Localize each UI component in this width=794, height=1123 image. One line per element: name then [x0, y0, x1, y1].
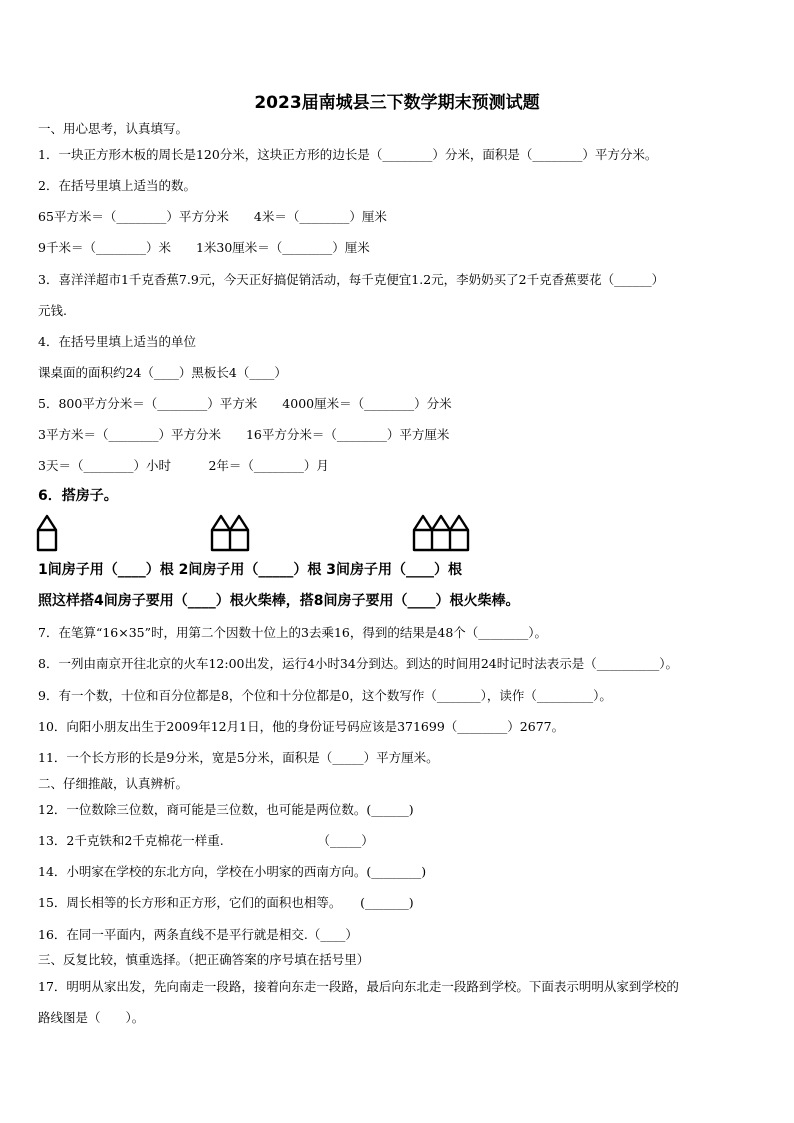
question-3: 3．喜洋洋超市1千克香蕉7.9元，今天正好搞促销活动，每千克便宜1.2元，李奶奶买了2千克香蕉要花（______） — [38, 272, 665, 287]
section-1-heading: 一、用心思考，认真填写。 — [38, 121, 189, 136]
question-7: 7．在笔算“16×35”时，用第二个因数十位上的3去乘16，得到的结果是48个（________）。 — [38, 625, 548, 640]
question-14: 14．小明家在学校的东北方向，学校在小明家的西南方向。(________) — [38, 864, 427, 879]
question-17: 17．明明从家出发，先向南走一段路，接着向东走一段路，最后向东北走一段路到学校。下面表示明明从家到学校的 — [38, 979, 679, 994]
section-3-heading: 三、反复比较，慎重选择。（把正确答案的序号填在括号里） — [38, 952, 370, 967]
question-2-row-2: 9千米＝（________）米 1米30厘米＝（________）厘米 — [38, 240, 370, 255]
question-16: 16．在同一平面内，两条直线不是平行就是相交.（____） — [38, 927, 358, 942]
question-5: 5．800平方分米＝（________）平方米 4000厘米＝（________）分米 — [38, 396, 452, 411]
section-2-heading: 二、仔细推敲，认真辨析。 — [38, 776, 189, 791]
house-3-icon — [414, 516, 468, 550]
question-6-row-1: 1间房子用（____）根 2间房子用（_____）根 3间房子用（____）根 — [38, 562, 462, 578]
question-17-cont: 路线图是（ ）。 — [38, 1010, 145, 1025]
question-13: 13．2千克铁和2千克棉花一样重. （_____） — [38, 833, 374, 848]
question-4: 4．在括号里填上适当的单位 — [38, 334, 196, 349]
house-1-icon — [38, 516, 56, 550]
question-4-row: 课桌面的面积约24（____）黑板长4（____） — [38, 365, 287, 380]
question-11: 11．一个长方形的长是9分米，宽是5分米，面积是（_____）平方厘米。 — [38, 750, 439, 765]
question-2-row-1: 65平方米＝（________）平方分米 4米＝（________）厘米 — [38, 209, 387, 224]
question-1: 1．一块正方形木板的周长是120分米，这块正方形的边长是（________）分米，面积是（________）平方分米。 — [38, 147, 658, 162]
question-9: 9．有一个数，十位和百分位都是8，个位和十分位都是0，这个数写作（_______），读作（_________）。 — [38, 688, 612, 703]
question-3-cont: 元钱. — [38, 303, 67, 318]
question-8: 8．一列由南京开往北京的火车12:00出发，运行4小时34分到达。到达的时间用24时记时法表示是（__________）。 — [38, 656, 678, 671]
question-5-row-3: 3天＝（________）小时 2年＝（________）月 — [38, 458, 329, 473]
question-12: 12．一位数除三位数，商可能是三位数，也可能是两位数。(______) — [38, 802, 414, 817]
matchstick-houses-figure — [0, 512, 794, 556]
question-6: 6．搭房子。 — [38, 488, 118, 504]
house-2-icon — [212, 516, 248, 550]
question-2: 2．在括号里填上适当的数。 — [38, 178, 196, 193]
question-6-row-2: 照这样搭4间房子要用（____）根火柴棒，搭8间房子要用（____）根火柴棒。 — [38, 593, 520, 609]
question-5-row-2: 3平方米＝（________）平方分米 16平方分米＝（________）平方厘米 — [38, 427, 450, 442]
page-title: 2023届南城县三下数学期末预测试题 — [254, 93, 540, 113]
question-15: 15．周长相等的长方形和正方形，它们的面积也相等。 (_______) — [38, 895, 414, 910]
question-10: 10．向阳小朋友出生于2009年12月1日，他的身份证号码应该是371699（________）2677。 — [38, 719, 565, 734]
